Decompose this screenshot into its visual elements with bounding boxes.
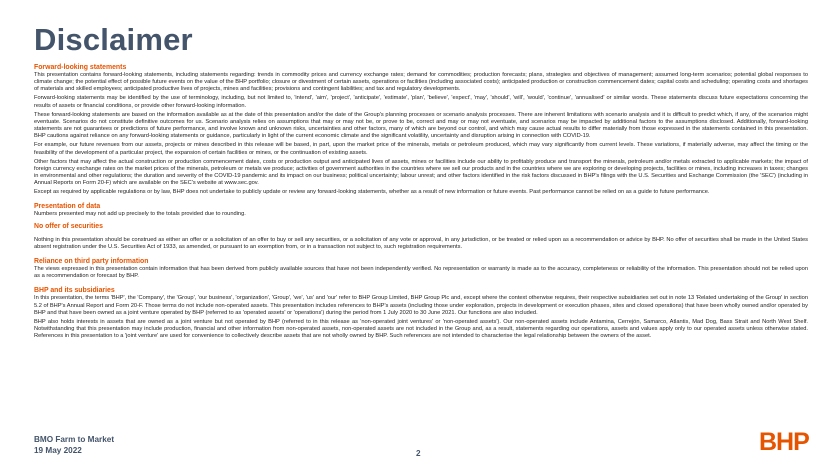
section-heading: Presentation of data [34,203,101,211]
paragraph: These forward-looking statements are based on the information available as at the date of this presentation and/or the date of the Group's planning processes or scenario analysis processes. There are inherent limitations with scenario analysis and it is difficult to predict which, if any, of the scenarios might eventuate. Scenarios do not constitute definitive outcomes for us. Scenario analysis relies on assumptions that may or may not be, or prove to be, correct and may or may not eventuate, and scenarios may be impacted by additional factors to the assumptions disclosed. Additionally, forward-looking statements are not guarantees or predictions of future performance, and involve known and unknown risks, uncertainties and other factors, many of which are beyond our control, and which may cause actual results to differ materially from those expressed in the statements contained in this presentation. BHP cautions against reliance on any forward-looking statements or guidance, particularly in light of the current economic climate and the significant volatility, uncertainty and disruption arising in connection with COVID-19. [34,111,808,140]
paragraph: Nothing in this presentation should be construed as either an offer or a solicitation of an offer to buy or sell any securities, or a solicitation of any vote or approval, in any jurisdiction, or be treated or relied upon as a recommendation or advice by BHP. No offer of securities shall be made in the United States absent registration under the U.S. Securities Act of 1933, as amended, or pursuant to an exemption from, or in a transaction not subject to, such registration requirements. [34,237,808,251]
disclaimer-content [34,64,808,345]
section-heading: BHP and its subsidiaries [34,287,115,295]
footer-event: BMO Farm to Market [34,435,115,444]
paragraph: BHP also holds interests in assets that are owned as a joint venture but not operated by BHP (referred to in this release as 'non-operated joint ventures' or 'non-operated assets'). Our non-operated assets include Antamina, Cerrejón, Samarco, Atlantis, Mad Dog, Bass Strait and North West Shelf. Notwithstanding that this presentation may include production, financial and other information from non-operated assets, non-operated assets are not included in the Group and, as a result, statements regarding our operations, assets and values apply only to our operated assets unless otherwise stated. References in this presentation to a 'joint venture' are used for convenience to collectively describe assets that are not wholly owned by BHP. Such references are not intended to characterise the legal relationship between the owners of the asset. [34,318,808,340]
paragraph: Except as required by applicable regulations or by law, BHP does not undertake to publicly update or review any forward-looking statements, whether as a result of new information or future events. Past performance cannot be relied on as a guide to future performance. [34,189,710,196]
paragraph: Numbers presented may not add up precisely to the totals provided due to rounding. [34,211,246,218]
section-subsidiaries [34,287,808,340]
paragraph: In this presentation, the terms 'BHP', the 'Company', the 'Group', 'our business', 'organization', 'Group', 'we', 'us' and 'our' refer to BHP Group Limited, BHP Group Plc and, except where the context otherwise requires, their respective subsidiaries set out in note 13 'Related undertaking of the Group' in section 5.2 of BHP's Annual Report and Form 20-F. Those terms do not include non-operated assets. This presentation includes references to BHP's assets (including those under exploration, projects in development or execution phases, sites and closed operations) that have been wholly owned and/or operated by BHP and that have been owned as a joint venture operated by BHP (referred to as 'operated assets' or 'operations') during the period from 1 July 2020 to 30 June 2021. Our functions are also included. [34,295,808,316]
page-number: 2 [416,449,421,458]
section-third-party [34,258,808,280]
section-no-offer [34,223,808,251]
paragraph: Other factors that may affect the actual construction or production commencement dates, costs or production output and anticipated lives of assets, mines or facilities include our ability to profitably produce and transport the minerals, petroleum and/or metals extracted to applicable markets; the impact of foreign currency exchange rates on the market prices of the minerals, petroleum or metals we produce; activities of government authorities in the countries where we sell our products and in the countries where we are exploring or developing projects, facilities or mines, including increases in taxes; changes in environmental and other regulations; the duration and severity of the COVID-19 pandemic and its impact on our business; political uncertainty; labour unrest; and other factors identified in the risk factors discussed in BHP's filings with the U.S. Securities and Exchange Commission (the 'SEC') (including in Annual Reports on Form 20-F) which are available on the SEC's website at www.sec.gov. [34,158,808,187]
section-heading: No offer of securities [34,223,103,231]
section-forward-looking [34,64,808,196]
footer-date: 19 May 2022 [34,446,82,455]
paragraph: This presentation contains forward-looking statements, including statements regarding: trends in commodity prices and currency exchange rates; demand for commodities; production forecasts; plans, strategies and objectives of management; assumed long-term scenarios; potential global responses to climate change; the potential effect of possible future events on the value of the BHP portfolio; closure or divestment of certain assets, operations or facilities (including associated costs); anticipated production or construction commencement dates; capital costs and scheduling; operating costs and shortages of materials and skilled employees; anticipated productive lives of projects, mines and facilities; provisions and contingent liabilities; and tax and regulatory developments. [34,72,808,93]
paragraph: Forward-looking statements may be identified by the use of terminology, including, but not limited to, 'intend', 'aim', 'project', 'anticipate', 'estimate', 'plan', 'believe', 'expect', 'may', 'should', 'will', 'would', 'continue', 'annualised' or similar words. These statements discuss future expectations concerning the results of assets or financial conditions, or provide other forward-looking information. [34,95,808,109]
paragraph: For example, our future revenues from our assets, projects or mines described in this release will be based, in part, upon the market price of the minerals, metals or petroleum produced, which may vary significantly from current levels. These variations, if materially adverse, may affect the timing or the feasibility of the development of a particular project, the expansion of certain facilities or mines, or the continuation of existing assets. [34,142,808,156]
section-heading: Reliance on third party information [34,258,149,266]
section-presentation-of-data [34,203,808,218]
bhp-logo: BHP [759,428,809,456]
footer [34,434,114,456]
section-heading: Forward-looking statements [34,64,127,71]
page-title: Disclaimer [34,22,193,57]
paragraph: The views expressed in this presentation contain information that has been derived from publicly available sources that have not been independently verified. No representation or warranty is made as to the accuracy, completeness or reliability of the information. This presentation should not be relied upon as a recommendation or forecast by BHP. [34,266,808,280]
